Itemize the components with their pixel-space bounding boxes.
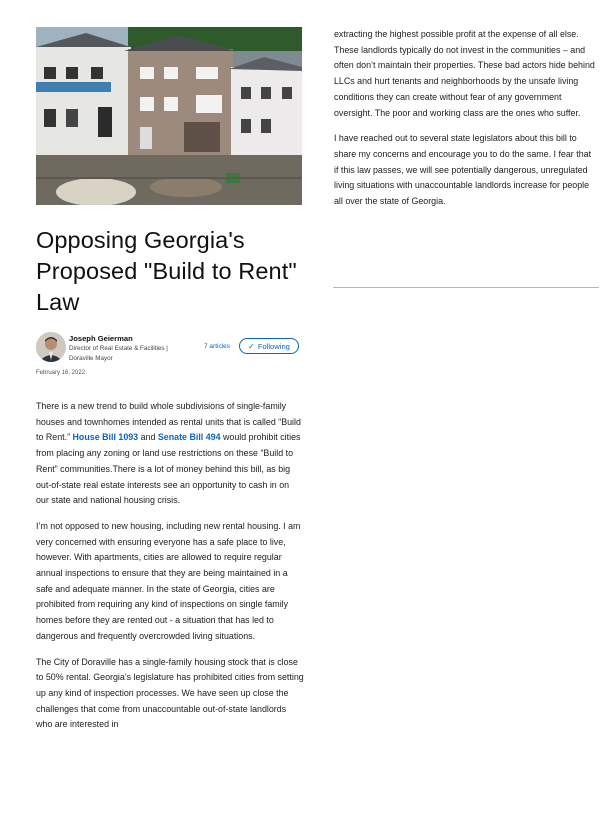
following-button[interactable] xyxy=(239,338,299,354)
divider xyxy=(333,287,599,288)
paragraph: extracting the highest possible profit at the expense of all else. These landlords typically do not invest in the communities – and often don’t maintain their properties. These bad actors hide behind LLCs and hurt tenants and neighborhoods by the unsafe living conditions they can create without fear of any government oversight. The poor and working class are the ones who suffer. xyxy=(334,29,595,118)
publish-date: February 16, 2022 xyxy=(36,370,86,376)
senate-bill-link[interactable]: Senate Bill 494 xyxy=(157,432,221,443)
paragraph-text: would prohibit cities from placing any zoning or land use restrictions on these “Build to Rent” communities.There is a lot of money behind this bill, as big out-of-state real estate interests see an opportunity to cash in on our state and national housing crisis. xyxy=(36,432,301,506)
paragraph: I’m not opposed to new housing, including new rental housing. I am very concerned with ensuring everyone has a safe place to live, however. With apartments, cities are allowed to require regular annual inspections to ensure that they are being maintained in a safe and adequate manner. In the state of Georgia, cities are prohibited from requiring any kind of inspections on single family homes before they are rented out - a situation that has led to dangerous and frequently overcrowded living situations. xyxy=(36,520,301,641)
paragraph-text: There is a new trend to build whole subdivisions of single-family houses and townhomes intended as rental units that is called “Build to Rent.” xyxy=(36,401,301,443)
house-bill-link[interactable]: House Bill 1093 xyxy=(72,432,139,443)
article-body-left xyxy=(36,399,304,733)
hero-image xyxy=(36,27,302,205)
checkmark-icon: ✓ xyxy=(248,341,255,351)
following-label: Following xyxy=(257,341,290,351)
paragraph xyxy=(36,399,304,509)
articles-count-link[interactable]: 7 articles xyxy=(204,343,231,350)
paragraph-text: and xyxy=(138,432,158,443)
author-role: Director of Real Estate & Facilities | Doraville Mayor xyxy=(69,345,168,362)
left-column xyxy=(36,27,304,743)
paragraph: I have reached out to several state legislators about this bill to share my concerns and encourage you to do the same. I fear that if this law passes, we will see potentially dangerous, unregulated living situations with unaccountable landlords increase for people all over the state of Georgia. xyxy=(334,133,592,207)
author-block xyxy=(36,332,304,366)
paragraph: The City of Doraville has a single-family housing stock that is close to 50% rental. Georgia’s legislature has prohibited cities from setting up any kind of inspection processes. We have seen up close the challenges that come from unaccountable out-of-state landlords who are interested in xyxy=(36,656,304,730)
article-title: Opposing Georgia's Proposed "Build to Rent" Law xyxy=(36,227,297,315)
right-column xyxy=(334,27,596,220)
author-name[interactable]: Joseph Geierman xyxy=(69,334,133,343)
avatar[interactable] xyxy=(36,332,66,362)
